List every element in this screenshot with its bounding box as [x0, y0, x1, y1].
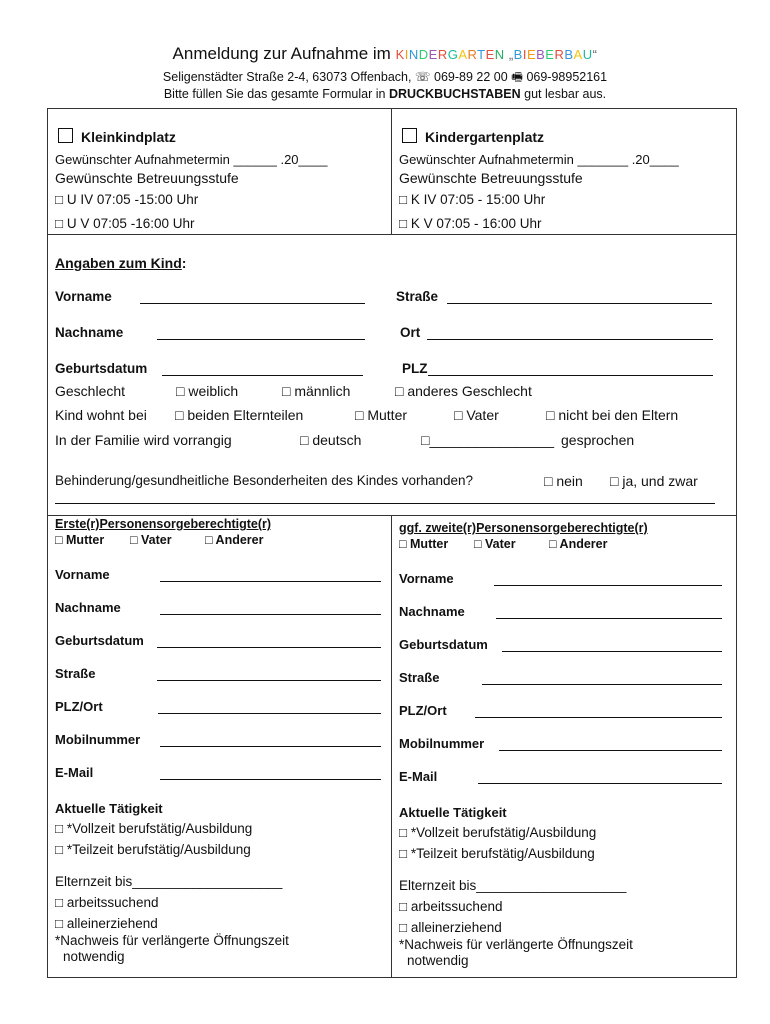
guardian1-field-input[interactable] — [158, 713, 381, 714]
kindergartenplatz-checkbox[interactable] — [402, 128, 417, 143]
divider-placement — [47, 234, 737, 235]
logo-letter: R — [554, 47, 565, 62]
child-heading — [55, 255, 186, 271]
guardian2-field-label: Nachname — [399, 604, 465, 619]
familie-label: In der Familie wird vorrangig — [55, 432, 232, 448]
logo-letter: B — [536, 47, 546, 62]
child-ort-field[interactable] — [427, 339, 713, 340]
logo-letter: N — [408, 47, 419, 62]
guardian1-alleinerziehend-option[interactable]: □ alleinerziehend — [55, 916, 158, 931]
guardian2-fulltime-option[interactable]: □ *Vollzeit berufstätig/Ausbildung — [399, 825, 597, 840]
right-opt2[interactable]: □ K V 07:05 - 16:00 Uhr — [399, 216, 542, 231]
logo-letter: T — [477, 47, 486, 62]
child-ort-label: Ort — [400, 325, 421, 340]
guardian1-role-option[interactable]: □ Mutter — [55, 533, 105, 547]
form-title — [0, 44, 770, 64]
guardian2-alleinerziehend-option[interactable]: □ alleinerziehend — [399, 920, 502, 935]
guardian1-field-input[interactable] — [160, 746, 381, 747]
guardian2-field-input[interactable] — [494, 585, 722, 586]
behinderung-ja[interactable]: □ ja, und zwar — [610, 473, 698, 489]
guardian2-role-option[interactable]: □ Mutter — [399, 537, 449, 551]
guardian2-field-input[interactable] — [478, 783, 722, 784]
guardian1-elternzeit-field[interactable]: Elternzeit bis____________________ — [55, 874, 283, 889]
guardian2-field-input[interactable] — [482, 684, 722, 685]
behinderung-nein[interactable]: □ nein — [544, 473, 583, 489]
guardian2-field-input[interactable] — [499, 750, 722, 751]
child-geburtsdatum-label: Geburtsdatum — [55, 361, 148, 376]
title-prefix: Anmeldung zur Aufnahme im — [172, 44, 391, 63]
left-level: Gewünschte Betreuungsstufe — [55, 170, 239, 186]
guardian2-note-line1: *Nachweis für verlängerte Öffnungszeit — [399, 937, 633, 952]
guardian2-parttime-option[interactable]: □ *Teilzeit berufstätig/Ausbildung — [399, 846, 595, 861]
guardian2-field-label: E-Mail — [399, 769, 438, 784]
divider-child — [47, 515, 737, 516]
right-level: Gewünschte Betreuungsstufe — [399, 170, 583, 186]
guardian2-field-input[interactable] — [496, 618, 722, 619]
logo-letter: D — [418, 47, 429, 62]
child-vorname-field[interactable] — [140, 303, 365, 304]
instruction-prefix: Bitte füllen Sie das gesamte Formular in — [163, 87, 386, 101]
kindergartenplatz-option[interactable] — [402, 128, 544, 145]
guardian1-field-input[interactable] — [160, 779, 381, 780]
guardian1-role-option[interactable]: □ Anderer — [205, 533, 264, 547]
guardian1-field-input[interactable] — [160, 581, 381, 582]
guardian1-role-option[interactable]: □ Vater — [130, 533, 172, 547]
kindergarten-logo — [396, 44, 598, 63]
deutsch-option[interactable]: □ deutsch — [300, 432, 362, 448]
guardian1-heading: Erste(r)Personensorgeberechtigte(r) — [55, 517, 272, 531]
logo-letter: „ — [508, 47, 514, 62]
guardian1-field-label: Nachname — [55, 600, 121, 615]
behinderung-detail-field[interactable] — [55, 503, 715, 504]
guardian1-field-label: Vorname — [55, 567, 110, 582]
logo-letter: A — [573, 47, 583, 62]
guardian2-heading: ggf. zweite(r)Personensorgeberechtigte(r) — [399, 521, 648, 535]
logo-letter: I — [404, 47, 409, 62]
guardian1-field-label: Straße — [55, 666, 96, 681]
divider-top — [391, 108, 392, 235]
left-opt2[interactable]: □ U V 07:05 -16:00 Uhr — [55, 216, 195, 231]
guardian1-fulltime-option[interactable]: □ *Vollzeit berufstätig/Ausbildung — [55, 821, 253, 836]
divider-guardians — [391, 515, 392, 978]
wohnt-label: Kind wohnt bei — [55, 407, 147, 423]
gesprochen-label: gesprochen — [561, 432, 635, 448]
child-plz-field[interactable] — [428, 375, 713, 376]
child-geburtsdatum-field[interactable] — [162, 375, 363, 376]
child-strasse-label: Straße — [396, 289, 439, 304]
logo-letter: R — [437, 47, 448, 62]
guardian1-field-label: E-Mail — [55, 765, 94, 780]
kleinkindplatz-checkbox[interactable] — [58, 128, 73, 143]
logo-letter: G — [447, 47, 459, 62]
guardian1-field-input[interactable] — [157, 680, 381, 681]
child-strasse-field[interactable] — [447, 303, 712, 304]
logo-letter: U — [582, 47, 593, 62]
child-nachname-field[interactable] — [157, 339, 365, 340]
guardian1-arbeitssuchend-option[interactable]: □ arbeitssuchend — [55, 895, 159, 910]
guardian1-note-line1: *Nachweis für verlängerte Öffnungszeit — [55, 933, 289, 948]
logo-letter: B — [564, 47, 574, 62]
logo-letter: E — [485, 47, 495, 62]
logo-letter: E — [526, 47, 537, 62]
anderes-option[interactable]: □ anderes Geschlecht — [395, 383, 532, 399]
logo-letter: N — [494, 47, 505, 62]
guardian2-role-option[interactable]: □ Anderer — [549, 537, 608, 551]
logo-letter: E — [545, 47, 555, 62]
instruction-line — [0, 87, 770, 101]
guardian2-field-label: Geburtsdatum — [399, 637, 488, 652]
guardian2-field-label: PLZ/Ort — [399, 703, 447, 718]
logo-letter: E — [428, 47, 438, 62]
guardian2-activity-heading: Aktuelle Tätigkeit — [399, 805, 507, 820]
guardian2-arbeitssuchend-option[interactable]: □ arbeitssuchend — [399, 899, 503, 914]
kindergartenplatz-label: Kindergartenplatz — [425, 129, 545, 145]
logo-letter: R — [467, 47, 478, 62]
child-vorname-label: Vorname — [55, 289, 112, 304]
guardian1-field-input[interactable] — [157, 647, 381, 648]
guardian1-field-label: Geburtsdatum — [55, 633, 144, 648]
child-heading-text: Angaben zum Kind — [55, 255, 182, 271]
guardian2-role-option[interactable]: □ Vater — [474, 537, 516, 551]
guardian2-field-input[interactable] — [502, 651, 722, 652]
guardian2-field-input[interactable] — [475, 717, 722, 718]
guardian1-field-label: Mobilnummer — [55, 732, 141, 747]
guardian1-field-label: PLZ/Ort — [55, 699, 103, 714]
guardian2-elternzeit-field[interactable]: Elternzeit bis____________________ — [399, 878, 627, 893]
right-date-line[interactable]: Gewünschter Aufnahmetermin _______ .20____ — [399, 152, 679, 167]
guardian2-field-label: Vorname — [399, 571, 454, 586]
right-opt1[interactable]: □ K IV 07:05 - 15:00 Uhr — [399, 192, 546, 207]
left-opt1[interactable]: □ U IV 07:05 -15:00 Uhr — [55, 192, 199, 207]
address-line: Seligenstädter Straße 2-4, 63073 Offenbach, ☏ 069-89 22 00 🖷 069-98952161 — [162, 70, 608, 84]
geschlecht-label: Geschlecht — [55, 383, 126, 399]
guardian1-note-line2: notwendig — [63, 949, 125, 964]
guardian2-field-label: Straße — [399, 670, 440, 685]
logo-letter: I — [522, 47, 527, 62]
logo-letter: “ — [592, 47, 598, 62]
logo-letter: A — [458, 47, 468, 62]
child-plz-label: PLZ — [402, 361, 428, 376]
kleinkindplatz-label: Kleinkindplatz — [81, 129, 176, 145]
kleinkindplatz-option[interactable] — [58, 128, 176, 145]
guardian2-field-label: Mobilnummer — [399, 736, 485, 751]
guardian2-note-line2: notwendig — [407, 953, 469, 968]
weiblich-option[interactable]: □ weiblich — [176, 383, 239, 399]
maennlich-option[interactable]: □ männlich — [282, 383, 351, 399]
other-language-option[interactable]: □________________ — [421, 432, 555, 448]
logo-letter: B — [513, 47, 523, 62]
guardian1-field-input[interactable] — [160, 614, 381, 615]
logo-letter: K — [395, 47, 405, 62]
vater-option[interactable]: □ Vater — [454, 407, 499, 423]
instruction-suffix: gut lesbar aus. — [524, 87, 607, 101]
nicht-option[interactable]: □ nicht bei den Eltern — [546, 407, 679, 423]
instruction-bold: DRUCKBUCHSTABEN — [388, 87, 521, 101]
guardian1-parttime-option[interactable]: □ *Teilzeit berufstätig/Ausbildung — [55, 842, 251, 857]
left-date-line[interactable]: Gewünschter Aufnahmetermin ______ .20____ — [55, 152, 328, 167]
child-nachname-label: Nachname — [55, 325, 124, 340]
child-heading-colon: : — [181, 255, 187, 271]
mutter-option[interactable]: □ Mutter — [355, 407, 408, 423]
beiden-option[interactable]: □ beiden Elternteilen — [175, 407, 304, 423]
guardian1-activity-heading: Aktuelle Tätigkeit — [55, 801, 163, 816]
behinderung-question: Behinderung/gesundheitliche Besonderheiten des Kindes vorhanden? — [55, 473, 474, 488]
